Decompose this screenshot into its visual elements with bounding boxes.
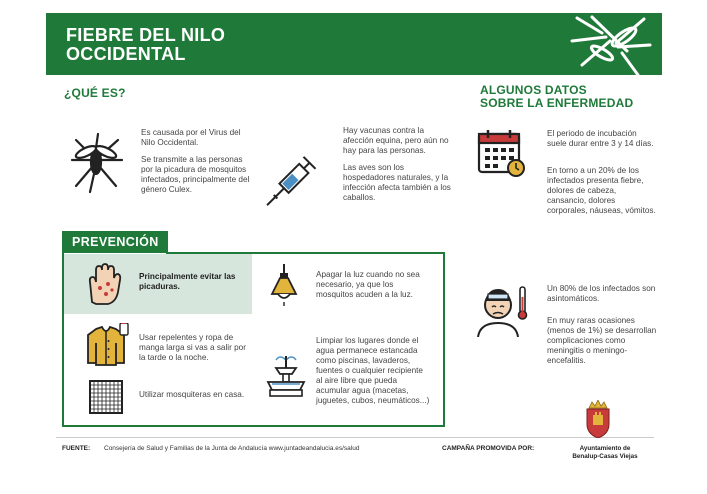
coat-of-arms-icon: [584, 400, 612, 438]
sick-person-icon: [474, 283, 530, 337]
syringe-icon: [262, 145, 328, 211]
header-banner: [46, 13, 662, 75]
datos-title: ALGUNOS DATOS SOBRE LA ENFERMEDAD: [480, 83, 634, 110]
org-name: Ayuntamiento de Benalup-Casas Viejas: [572, 445, 638, 460]
datos-text-1: El periodo de incubación suele durar entre 3 y 14 días.: [547, 129, 654, 148]
que-es-title: ¿QUÉ ES?: [64, 86, 126, 100]
calendar-icon: [476, 128, 526, 178]
prevencion-text-4: Apagar la luz cuando no sea necesario, ya que los mosquitos acuden a la luz.: [316, 270, 420, 299]
mosquito-icon: [68, 130, 124, 196]
que-es-text-4: Las aves son los hospedadores naturales, y la infección afecta también a los caballos.: [343, 163, 451, 202]
que-es-col1: [141, 128, 251, 195]
page-title: FIEBRE DEL NILO OCCIDENTAL: [66, 25, 226, 64]
prevencion-text-1: Principalmente evitar las picaduras.: [139, 272, 236, 291]
que-es-text-2: Se transmite a las personas por la picadura de mosquitos infectados, principalmente del género Culex.: [141, 155, 250, 194]
datos-block2: [547, 284, 659, 366]
datos-text-4: En muy raras ocasiones (menos de 1%) se desarrollan complicaciones como meningitis o meningo-encefalitis.: [547, 316, 657, 365]
que-es-text-1: Es causada por el Virus del Nilo Occidental.: [141, 128, 241, 147]
jacket-icon: [82, 323, 130, 367]
que-es-col2: [343, 126, 453, 203]
lamp-icon: [262, 264, 306, 308]
fountain-icon: [264, 350, 308, 400]
footer-source-text: Consejería de Salud y Familias de la Junta de Andalucía www.juntadeandalucia.es/salud: [104, 445, 360, 452]
datos-text-3: Un 80% de los infectados son asintomáticos.: [547, 284, 656, 303]
hand-icon: [84, 262, 124, 306]
window-screen-icon: [88, 379, 124, 415]
mosquito-icon: [532, 13, 662, 75]
prevencion-text-2: Usar repelentes y ropa de manga larga si vas a salir por la tarde o la noche.: [139, 333, 246, 362]
que-es-text-3: Hay vacunas contra la afección equina, pero aún no hay para las personas.: [343, 126, 449, 155]
prevencion-text-3: Utilizar mosquiteras en casa.: [139, 390, 245, 399]
datos-text-2: En torno a un 20% de los infectados presenta fiebre, dolores de cabeza, cansancio, dolores corporales, náuseas, vómitos.: [547, 166, 656, 215]
prevencion-text-5: Limpiar los lugares donde el agua permanece estancada como piscinas, lavaderos, fuentes o cualquier recipiente al aire libre que pueda acumular agua (macetas, juguetes, cubos, neumáticos...): [316, 336, 430, 405]
footer-source-label: FUENTE:: [62, 445, 91, 452]
footer-campaign-label: CAMPAÑA PROMOVIDA POR:: [442, 445, 535, 452]
datos-block1: [547, 129, 657, 216]
prevencion-title: PREVENCIÓN: [62, 231, 168, 253]
